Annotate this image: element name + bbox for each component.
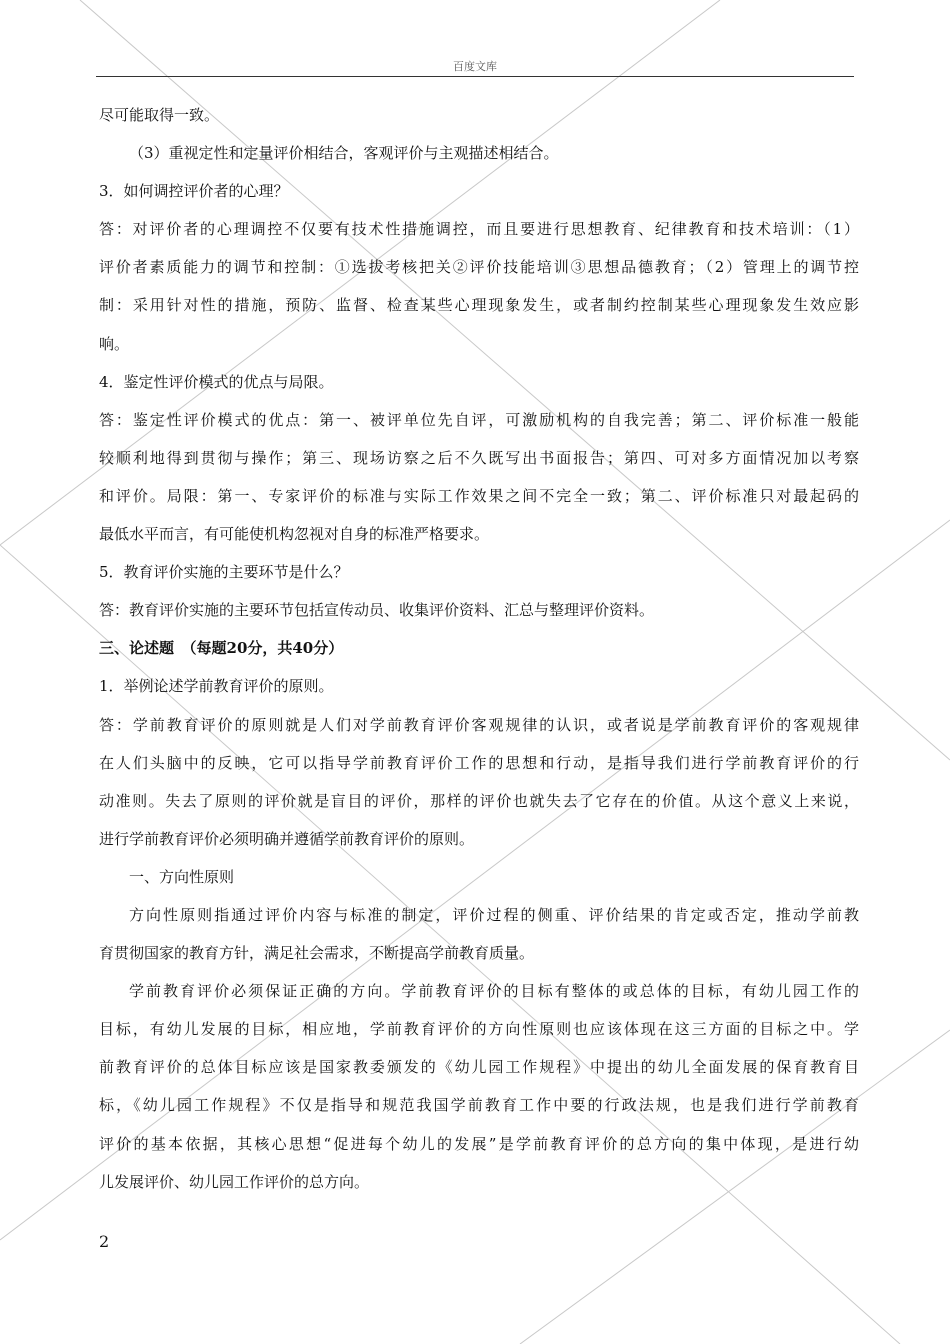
paragraph-line: 和评价。局限：第一、专家评价的标准与实际工作效果之间不完全一致；第二、评价标准只对最起码的 [99, 486, 859, 505]
paragraph-line: 评价者素质能力的调节和控制：①选拔考核把关②评价技能培训③思想品德教育；（2）管理上的调节控 [99, 258, 859, 277]
section-heading: 三、论述题 （每题20分，共40分） [99, 639, 344, 658]
paragraph-line: 答：鉴定性评价模式的优点：第一、被评单位先自评，可激励机构的自我完善；第二、评价标准一般能 [99, 410, 859, 429]
page-header: 百度文库 [96, 58, 854, 77]
question-heading: 3．如何调控评价者的心理？ [99, 182, 289, 201]
paragraph-line: 尽可能取得一致。 [99, 106, 220, 124]
paragraph-line: 方向性原则指通过评价内容与标准的制定，评价过程的侧重、评价结果的肯定或否定，推动学前教 [129, 905, 859, 924]
paragraph-line: 最低水平而言，有可能使机构忽视对自身的标准严格要求。 [99, 525, 490, 544]
page-number: 2 [99, 1232, 110, 1251]
question-heading: 5．教育评价实施的主要环节是什么？ [99, 563, 349, 582]
paragraph-line: （3）重视定性和定量评价相结合，客观评价与主观描述相结合。 [129, 144, 559, 163]
paragraph-line: 在人们头脑中的反映，它可以指导学前教育评价工作的思想和行动，是指导我们进行学前教育评价的行 [99, 753, 859, 772]
paragraph-line: 前教育评价的总体目标应该是国家教委颁发的《幼儿园工作规程》中提出的幼儿全面发展的保育教育目 [99, 1058, 859, 1077]
paragraph-line: 响。 [99, 334, 130, 353]
subsection-heading: 一、方向性原则 [129, 867, 235, 886]
question-heading: 4．鉴定性评价模式的优点与局限。 [99, 372, 334, 391]
paragraph-line: 答：教育评价实施的主要环节包括宣传动员、收集评价资料、汇总与整理评价资料。 [99, 601, 655, 620]
question-heading: 1．举例论述学前教育评价的原则。 [99, 677, 334, 696]
paragraph-line: 标，《幼儿园工作规程》不仅是指导和规范我国学前教育工作中要的行政法规，也是我们进行学前教育 [99, 1096, 859, 1115]
paragraph-line: 较顺利地得到贯彻与操作；第三、现场访察之后不久既写出书面报告；第四、可对多方面情况加以考察 [99, 448, 859, 467]
paragraph-line: 学前教育评价必须保证正确的方向。学前教育评价的目标有整体的或总体的目标，有幼儿园工作的 [129, 982, 859, 1001]
paragraph-line: 育贯彻国家的教育方针，满足社会需求，不断提高学前教育质量。 [99, 944, 535, 963]
paragraph-line: 评价的基本依据，其核心思想“促进每个幼儿的发展”是学前教育评价的总方向的集中体现，是进行幼 [99, 1134, 859, 1153]
paragraph-line: 进行学前教育评价必须明确并遵循学前教育评价的原则。 [99, 829, 475, 848]
paragraph-line: 目标，有幼儿发展的目标，相应地，学前教育评价的方向性原则也应该体现在这三方面的目标之中。学 [99, 1020, 859, 1039]
paragraph-line: 答：对评价者的心理调控不仅要有技术性措施调控，而且要进行思想教育、纪律教育和技术培训：（1） [99, 220, 859, 239]
document-body [99, 96, 859, 1201]
paragraph-line: 动准则。失去了原则的评价就是盲目的评价，那样的评价也就失去了它存在的价值。从这个意义上来说， [99, 791, 859, 810]
paragraph-line: 制：采用针对性的措施，预防、监督、检查某些心理现象发生，或者制约控制某些心理现象发生效应影 [99, 296, 859, 315]
paragraph-line: 答：学前教育评价的原则就是人们对学前教育评价客观规律的认识，或者说是学前教育评价的客观规律 [99, 715, 859, 734]
paragraph-line: 儿发展评价、幼儿园工作评价的总方向。 [99, 1172, 370, 1191]
